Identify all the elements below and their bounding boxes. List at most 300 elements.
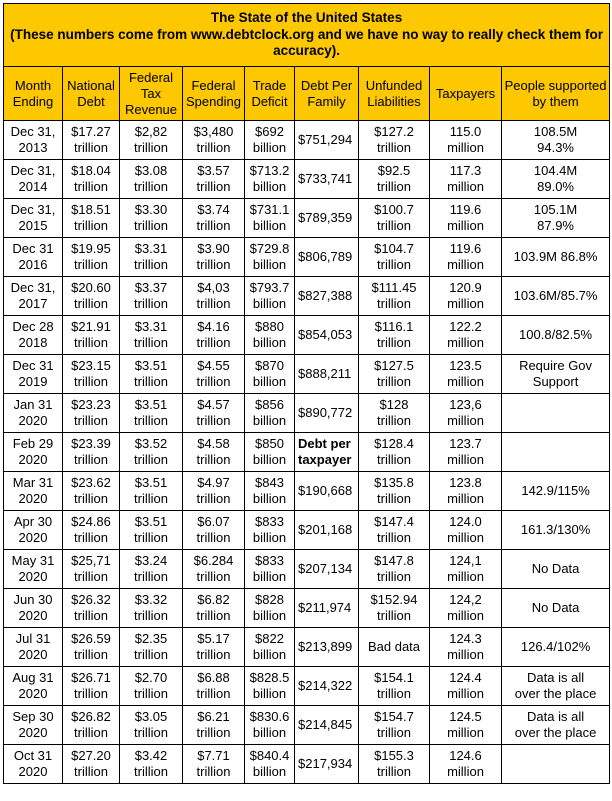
cell-line: 2020: [18, 725, 48, 740]
cell-federal-tax-revenue: [120, 277, 183, 316]
cell-debt-per-family: [295, 706, 359, 745]
cell-line: trillion: [196, 218, 231, 233]
cell-line: million: [447, 335, 484, 350]
cell-line: million: [447, 530, 484, 545]
cell-line: trillion: [134, 335, 168, 350]
cell-federal-tax-revenue: [120, 745, 183, 784]
cell-line: billion: [252, 725, 287, 740]
cell-trade-deficit: [245, 316, 295, 355]
cell-line: trillion: [196, 335, 231, 350]
cell-line: $888,211: [298, 366, 352, 381]
cell-line: 100.8/82.5%: [519, 327, 593, 342]
cell-line: million: [447, 452, 484, 467]
cell-line: $3.30: [134, 202, 168, 217]
cell-line: trillion: [196, 413, 231, 428]
cell-line: $24.86: [71, 514, 111, 529]
cell-line: billion: [252, 140, 287, 155]
cell-trade-deficit: [245, 511, 295, 550]
cell-line: Data is all: [527, 670, 585, 685]
cell-line: $870: [255, 358, 284, 373]
cell-unfunded-liabilities: [359, 394, 430, 433]
cell-line: trillion: [377, 413, 411, 428]
cell-line: $147.4: [374, 514, 414, 529]
cell-taxpayers: [430, 199, 502, 238]
cell-people-supported: [502, 589, 610, 628]
cell-line: $7.71: [197, 748, 230, 763]
cell-line: trillion: [196, 452, 231, 467]
cell-line: 142.9/115%: [521, 483, 590, 498]
cell-line: 120.9: [449, 280, 482, 295]
cell-line: trillion: [134, 647, 168, 662]
cell-month-ending: [4, 238, 63, 277]
cell-line: trillion: [74, 257, 108, 272]
cell-line: Dec 31: [12, 241, 54, 256]
cell-line: $92.5: [377, 163, 411, 178]
table-row: [4, 160, 610, 199]
cell-trade-deficit: [245, 550, 295, 589]
cell-people-supported: [502, 550, 610, 589]
cell-line: 2020: [18, 764, 48, 779]
cell-line: $6.88: [197, 670, 230, 685]
cell-line: $213,899: [298, 639, 353, 654]
cell-line: $26.71: [71, 670, 111, 685]
cell-line: trillion: [134, 218, 168, 233]
cell-line: $3.51: [134, 514, 168, 529]
cell-line: trillion: [134, 179, 168, 194]
cell-line: 105.1M: [533, 202, 578, 217]
cell-line: trillion: [74, 179, 108, 194]
cell-line: trillion: [74, 686, 108, 701]
cell-line: Data is all: [527, 709, 585, 724]
cell-line: trillion: [134, 569, 168, 584]
cell-federal-tax-revenue: [120, 394, 183, 433]
cell-line: $828: [255, 592, 284, 607]
cell-line: $21.91: [71, 319, 111, 334]
cell-unfunded-liabilities: [359, 628, 430, 667]
cell-line: trillion: [74, 608, 108, 623]
cell-line: Dec 31,: [10, 124, 56, 139]
cell-line: 123,6: [449, 397, 482, 412]
cell-line: billion: [252, 764, 287, 779]
cell-national-debt: [63, 394, 120, 433]
header-people-supported: People supported by them: [502, 67, 610, 121]
cell-line: 123.7: [449, 436, 482, 451]
cell-line: $152.94: [370, 592, 418, 607]
cell-line: $211,974: [298, 600, 352, 615]
cell-national-debt: [63, 589, 120, 628]
cell-line: billion: [252, 257, 287, 272]
cell-line: $6.07: [197, 514, 230, 529]
cell-line: trillion: [377, 296, 411, 311]
cell-federal-spending: [183, 121, 245, 160]
cell-unfunded-liabilities: [359, 550, 430, 589]
cell-federal-spending: [183, 628, 245, 667]
cell-people-supported: [502, 628, 610, 667]
cell-line: 161.3/130%: [520, 522, 591, 537]
cell-debt-per-family: [295, 160, 359, 199]
cell-line: $190,668: [298, 483, 353, 498]
cell-national-debt: [63, 355, 120, 394]
cell-federal-spending: [183, 745, 245, 784]
cell-month-ending: [4, 277, 63, 316]
table-row: [4, 589, 610, 628]
cell-federal-tax-revenue: [120, 199, 183, 238]
cell-line: $3.08: [134, 163, 168, 178]
cell-line: $3.51: [134, 397, 168, 412]
cell-national-debt: [63, 667, 120, 706]
cell-trade-deficit: [245, 433, 295, 472]
cell-line: million: [447, 374, 484, 389]
table-row: [4, 433, 610, 472]
cell-month-ending: [4, 394, 63, 433]
cell-line: 87.9%: [537, 218, 574, 233]
cell-debt-per-family: [295, 238, 359, 277]
cell-month-ending: [4, 589, 63, 628]
cell-line: billion: [252, 413, 287, 428]
cell-people-supported: [502, 472, 610, 511]
cell-line: trillion: [74, 764, 108, 779]
header-federal-tax-revenue: Federal Tax Revenue: [120, 67, 183, 121]
cell-line: billion: [252, 374, 287, 389]
cell-people-supported: [502, 316, 610, 355]
cell-line: $2.70: [134, 670, 168, 685]
cell-line: 89.0%: [537, 179, 574, 194]
cell-debt-per-family: [295, 433, 359, 472]
cell-taxpayers: [430, 706, 502, 745]
cell-line: trillion: [377, 257, 411, 272]
cell-line: 2020: [18, 452, 48, 467]
cell-line: $23.23: [71, 397, 111, 412]
cell-line: $26.32: [71, 592, 111, 607]
cell-line: trillion: [134, 725, 168, 740]
cell-line: trillion: [74, 569, 108, 584]
cell-line: trillion: [196, 491, 231, 506]
cell-federal-spending: [183, 277, 245, 316]
cell-line: million: [447, 647, 484, 662]
cell-line: $23.62: [71, 475, 111, 490]
cell-line: 2020: [18, 530, 48, 545]
cell-line: trillion: [74, 530, 108, 545]
cell-line: No Data: [531, 561, 580, 576]
cell-line: $25,71: [71, 553, 111, 568]
cell-line: over the place: [514, 725, 597, 740]
cell-line: taxpayer: [298, 452, 352, 467]
cell-line: Oct 31: [13, 748, 53, 763]
cell-line: $128: [379, 397, 409, 412]
cell-line: Dec 31,: [10, 202, 56, 217]
cell-line: 124,1: [449, 553, 482, 568]
cell-national-debt: [63, 433, 120, 472]
cell-line: trillion: [196, 608, 231, 623]
header-unfunded-liabilities: Unfunded Liabilities: [359, 67, 430, 121]
cell-line: $731.1: [249, 202, 290, 217]
cell-unfunded-liabilities: [359, 199, 430, 238]
cell-month-ending: [4, 472, 63, 511]
cell-taxpayers: [430, 316, 502, 355]
cell-line: 2020: [18, 647, 48, 662]
cell-line: $18.04: [71, 163, 111, 178]
cell-national-debt: [63, 550, 120, 589]
cell-line: 2020: [18, 569, 48, 584]
cell-line: $806,789: [298, 249, 353, 264]
cell-line: $27.20: [71, 748, 111, 763]
cell-national-debt: [63, 628, 120, 667]
cell-national-debt: [63, 160, 120, 199]
cell-line: trillion: [134, 413, 168, 428]
cell-line: trillion: [196, 530, 231, 545]
table-row: [4, 199, 610, 238]
cell-line: $850: [255, 436, 284, 451]
cell-line: $3.51: [134, 475, 168, 490]
table-row: [4, 745, 610, 784]
cell-line: $729.8: [249, 241, 290, 256]
cell-line: $26.59: [71, 631, 111, 646]
cell-federal-spending: [183, 199, 245, 238]
cell-unfunded-liabilities: [359, 160, 430, 199]
cell-line: $4.16: [197, 319, 230, 334]
cell-line: $111.45: [371, 280, 417, 295]
cell-line: trillion: [377, 530, 411, 545]
cell-month-ending: [4, 550, 63, 589]
cell-line: $23.39: [71, 436, 111, 451]
cell-line: $19.95: [71, 241, 111, 256]
cell-taxpayers: [430, 511, 502, 550]
header-taxpayers: Taxpayers: [430, 67, 502, 121]
cell-line: $116.1: [374, 319, 414, 334]
cell-federal-tax-revenue: [120, 589, 183, 628]
cell-line: $4.55: [197, 358, 230, 373]
cell-line: $3.31: [134, 319, 168, 334]
cell-line: $3.32: [134, 592, 168, 607]
cell-taxpayers: [430, 745, 502, 784]
cell-federal-spending: [183, 511, 245, 550]
cell-line: trillion: [74, 413, 108, 428]
cell-line: Apr 30: [13, 514, 53, 529]
cell-line: $18.51: [71, 202, 111, 217]
cell-line: $214,845: [298, 717, 353, 732]
cell-trade-deficit: [245, 238, 295, 277]
table-row: [4, 277, 610, 316]
cell-line: Debt per: [298, 436, 351, 451]
cell-national-debt: [63, 199, 120, 238]
cell-debt-per-family: [295, 199, 359, 238]
cell-line: billion: [252, 686, 287, 701]
cell-line: trillion: [196, 647, 231, 662]
cell-taxpayers: [430, 238, 502, 277]
cell-month-ending: [4, 745, 63, 784]
cell-taxpayers: [430, 589, 502, 628]
cell-line: Dec 28: [12, 319, 54, 334]
cell-debt-per-family: [295, 745, 359, 784]
cell-trade-deficit: [245, 121, 295, 160]
cell-line: 2014: [18, 179, 48, 194]
cell-line: billion: [252, 218, 287, 233]
cell-line: $856: [255, 397, 284, 412]
cell-debt-per-family: [295, 628, 359, 667]
cell-line: 103.6M/85.7%: [513, 288, 598, 303]
cell-line: $3.42: [134, 748, 168, 763]
cell-line: 124,2: [449, 592, 482, 607]
cell-line: million: [447, 179, 484, 194]
cell-line: $822: [255, 631, 284, 646]
cell-line: trillion: [196, 374, 231, 389]
cell-line: trillion: [377, 179, 411, 194]
cell-federal-spending: [183, 550, 245, 589]
table-row: [4, 121, 610, 160]
table-row: [4, 706, 610, 745]
cell-line: $6.284: [193, 553, 234, 568]
cell-taxpayers: [430, 160, 502, 199]
cell-line: $201,168: [298, 522, 353, 537]
cell-line: 126.4/102%: [520, 639, 591, 654]
cell-line: No Data: [531, 600, 580, 615]
cell-unfunded-liabilities: [359, 433, 430, 472]
cell-federal-spending: [183, 589, 245, 628]
cell-line: trillion: [74, 491, 108, 506]
cell-line: $2,82: [134, 124, 168, 139]
cell-debt-per-family: [295, 394, 359, 433]
cell-debt-per-family: [295, 316, 359, 355]
cell-line: Feb 29: [12, 436, 54, 451]
cell-line: $3.24: [134, 553, 168, 568]
cell-month-ending: [4, 199, 63, 238]
cell-line: million: [447, 686, 484, 701]
cell-line: $154.1: [374, 670, 414, 685]
title-main: The State of the United States: [210, 10, 403, 26]
cell-line: $207,134: [298, 561, 353, 576]
cell-federal-spending: [183, 706, 245, 745]
cell-line: Aug 31: [12, 670, 54, 685]
cell-line: $3.57: [197, 163, 230, 178]
cell-national-debt: [63, 316, 120, 355]
table-row: [4, 316, 610, 355]
cell-line: 2020: [18, 491, 48, 506]
cell-line: 124.0: [449, 514, 482, 529]
cell-federal-tax-revenue: [120, 706, 183, 745]
cell-line: 2019: [18, 374, 48, 389]
cell-line: trillion: [74, 218, 108, 233]
cell-line: 94.3%: [537, 140, 574, 155]
cell-line: 2016: [18, 257, 48, 272]
cell-line: 119.6: [449, 202, 482, 217]
cell-line: 2013: [18, 140, 48, 155]
table-row: [4, 238, 610, 277]
cell-line: trillion: [377, 491, 411, 506]
cell-line: $20.60: [71, 280, 111, 295]
cell-federal-tax-revenue: [120, 433, 183, 472]
cell-trade-deficit: [245, 667, 295, 706]
table-row: [4, 355, 610, 394]
cell-line: $6.82: [197, 592, 230, 607]
cell-line: million: [447, 218, 484, 233]
cell-line: 124.3: [449, 631, 482, 646]
cell-debt-per-family: [295, 511, 359, 550]
cell-unfunded-liabilities: [359, 667, 430, 706]
cell-line: trillion: [377, 140, 411, 155]
header-row: [4, 67, 610, 121]
cell-trade-deficit: [245, 394, 295, 433]
cell-line: 123.5: [449, 358, 482, 373]
title-note: (These numbers come from www.debtclock.org and we have no way to really check them for accuracy).: [10, 26, 604, 59]
cell-line: trillion: [134, 296, 168, 311]
cell-line: $733,741: [298, 171, 353, 186]
cell-line: Mar 31: [12, 475, 54, 490]
cell-month-ending: [4, 355, 63, 394]
cell-line: $3.90: [197, 241, 230, 256]
cell-taxpayers: [430, 433, 502, 472]
cell-line: May 31: [11, 553, 55, 568]
cell-line: 2018: [18, 335, 48, 350]
cell-taxpayers: [430, 472, 502, 511]
cell-line: million: [447, 764, 484, 779]
cell-line: $214,322: [298, 678, 353, 693]
cell-line: 2015: [18, 218, 48, 233]
cell-people-supported: [502, 394, 610, 433]
cell-line: 2020: [18, 608, 48, 623]
cell-line: over the place: [514, 686, 597, 701]
cell-month-ending: [4, 667, 63, 706]
cell-unfunded-liabilities: [359, 277, 430, 316]
table-body: [4, 121, 610, 784]
cell-unfunded-liabilities: [359, 745, 430, 784]
cell-line: Sep 30: [12, 709, 54, 724]
cell-federal-spending: [183, 316, 245, 355]
cell-people-supported: [502, 199, 610, 238]
cell-line: Jan 31: [13, 397, 53, 412]
cell-federal-tax-revenue: [120, 121, 183, 160]
cell-month-ending: [4, 433, 63, 472]
cell-unfunded-liabilities: [359, 511, 430, 550]
cell-line: million: [447, 569, 484, 584]
cell-line: trillion: [377, 686, 411, 701]
cell-month-ending: [4, 316, 63, 355]
cell-line: 115.0: [449, 124, 482, 139]
cell-taxpayers: [430, 550, 502, 589]
cell-line: trillion: [377, 452, 411, 467]
cell-line: 108.5M: [533, 124, 578, 139]
cell-month-ending: [4, 628, 63, 667]
cell-taxpayers: [430, 121, 502, 160]
cell-line: trillion: [196, 764, 231, 779]
state-of-us-table: [3, 3, 610, 784]
header-month-ending: Month Ending: [4, 67, 63, 121]
cell-line: $3,480: [193, 124, 234, 139]
header-trade-deficit: Trade Deficit: [245, 67, 295, 121]
cell-debt-per-family: [295, 550, 359, 589]
cell-line: $890,772: [298, 405, 353, 420]
cell-federal-spending: [183, 433, 245, 472]
cell-national-debt: [63, 121, 120, 160]
cell-unfunded-liabilities: [359, 355, 430, 394]
cell-line: trillion: [196, 569, 231, 584]
cell-unfunded-liabilities: [359, 316, 430, 355]
cell-people-supported: [502, 121, 610, 160]
cell-debt-per-family: [295, 667, 359, 706]
cell-people-supported: [502, 745, 610, 784]
table-row: [4, 550, 610, 589]
cell-line: $100.7: [374, 202, 414, 217]
cell-federal-tax-revenue: [120, 316, 183, 355]
cell-line: million: [447, 413, 484, 428]
cell-federal-tax-revenue: [120, 667, 183, 706]
cell-line: $830.6: [249, 709, 290, 724]
cell-line: trillion: [196, 140, 231, 155]
cell-taxpayers: [430, 394, 502, 433]
cell-line: $147.8: [374, 553, 414, 568]
cell-federal-tax-revenue: [120, 550, 183, 589]
cell-line: trillion: [377, 725, 411, 740]
cell-line: billion: [252, 530, 287, 545]
